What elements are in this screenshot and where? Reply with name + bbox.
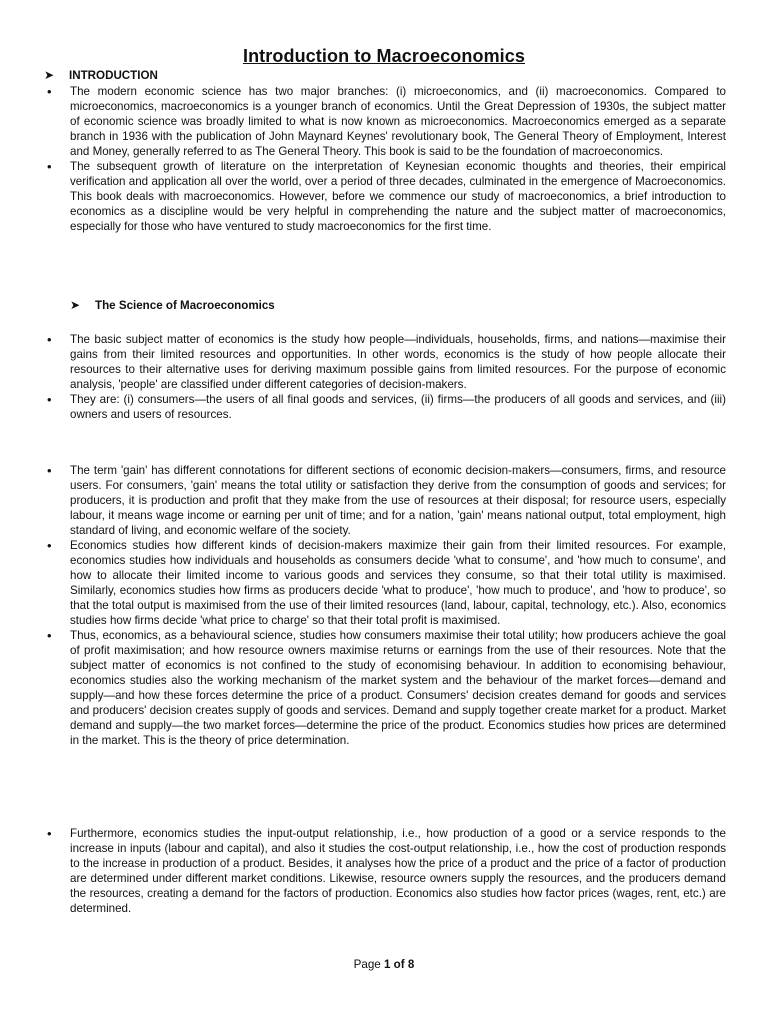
science-list-part2 bbox=[44, 463, 726, 748]
of-word: of bbox=[393, 958, 405, 971]
list-item: • The term 'gain' has different connotations for different sections of economic decision-makers—consumers, firms, and resource users. For consumers, 'gain' means the total utility or satisfaction they derive from the consumption of goods and services; for producers, it is production and profit that they make from the use of resources at their disposal; for resource users, especially labour, it means wage income or earning per unit of time; and for a nation, 'gain' means national output, total employment, high standard of living, and economic welfare of the society. bbox=[44, 463, 726, 538]
list-item: • Economics studies how different kinds of decision-makers maximize their gain from their limited resources. For example, economics studies how individuals and households as consumers decide 'what to consume', and 'how much to consume', and how to allocate their limited income to various goods and services they consume, so that their total utility is maximised. Similarly, economics studies how firms as producers decide 'what to produce', 'how much to produce', and 'how to produce', so that the total output is maximised from the use of their limited resources (land, labour, capital, technology, etc.). Also, economics studies how firms decide 'what price to charge' so that their total profit is maximised. bbox=[44, 538, 726, 628]
current-page-number: 1 bbox=[383, 958, 391, 971]
page-word: Page bbox=[353, 958, 381, 971]
subsection-heading-label: The Science of Macroeconomics bbox=[95, 298, 275, 312]
section-heading-label: INTRODUCTION bbox=[69, 68, 158, 82]
total-pages-number: 8 bbox=[407, 958, 415, 971]
list-item: • Furthermore, economics studies the input-output relationship, i.e., how production of a good or a service responds to the increase in inputs (labour and capital), and also it studies the cost-output relationship, i.e., how the cost of production responds to the increase in production of a product. Besides, it analyses how the price of a product and the price of a factor of production are determined under different market conditions. Likewise, resource owners supply the resources, and the producers demand the resources, creating a demand for the factors of production. Economics also studies how factor prices (wages, rent, etc.) are determined. bbox=[44, 826, 726, 916]
science-list-part3 bbox=[44, 826, 726, 916]
list-item: • The modern economic science has two major branches: (i) microeconomics, and (ii) macroeconomics. Compared to microeconomics, macroeconomics is a younger branch of economics. Until the Great Depression of 1930s, the subject matter of economic science was broadly limited to what is now known as microeconomics. Macroeconomics emerged as a separate branch in 1936 with the publication of John Maynard Keynes' revolutionary book, The General Theory of Employment, Interest and Money, generally referred to as The General Theory. This book is said to be the foundation of macroeconomics. bbox=[44, 84, 726, 159]
subsection-heading-science bbox=[70, 298, 275, 312]
section-heading-introduction bbox=[44, 68, 158, 82]
page-title: Introduction to Macroeconomics bbox=[242, 46, 526, 66]
page-footer bbox=[0, 958, 768, 971]
list-item: • Thus, economics, as a behavioural science, studies how consumers maximise their total utility; how producers achieve the goal of profit maximisation; and how resource owners maximise returns or earnings from the use of their resources. Note that the subject matter of economics is not confined to the study of economising behaviour. In addition to economising behaviour, economics studies also the working mechanism of the market system and the behaviour of the market forces—demand and supply—and how these forces determine the price of a product. Consumers' decision creates demand for goods and services and producers' decision creates supply of goods and services. Demand and supply together create market for a product. Market demand and supply—the two market forces—determine the price of the product. Economics studies how prices are determined in the market. This is the theory of price determination. bbox=[44, 628, 726, 748]
arrow-bullet-icon: ➤ bbox=[70, 298, 81, 312]
arrow-bullet-icon: ➤ bbox=[44, 68, 55, 82]
list-item: • They are: (i) consumers—the users of all final goods and services, (ii) firms—the producers of all goods and services, and (iii) owners and users of resources. bbox=[44, 392, 726, 422]
science-list-part1 bbox=[44, 332, 726, 422]
list-item: • The subsequent growth of literature on the interpretation of Keynesian economic thoughts and theories, their empirical verification and application all over the world, over a period of three decades, culminated in the emergence of Macroeconomics. This book deals with macroeconomics. However, before we commence our study of macroeconomics, a brief introduction to economics as a discipline would be very helpful in comprehending the nature and the subject matter of macroeconomics, especially for those who have ventured to study macroeconomics for the first time. bbox=[44, 159, 726, 234]
list-item: • The basic subject matter of economics is the study how people—individuals, households, firms, and nations—maximise their gains from their limited resources and opportunities. In other words, economics is the study of how people allocate their resources to their alternative uses for deriving maximum possible gains from limited resources. For the purpose of economic analysis, 'people' are classified under different categories of decision-makers. bbox=[44, 332, 726, 392]
intro-list bbox=[44, 84, 726, 234]
